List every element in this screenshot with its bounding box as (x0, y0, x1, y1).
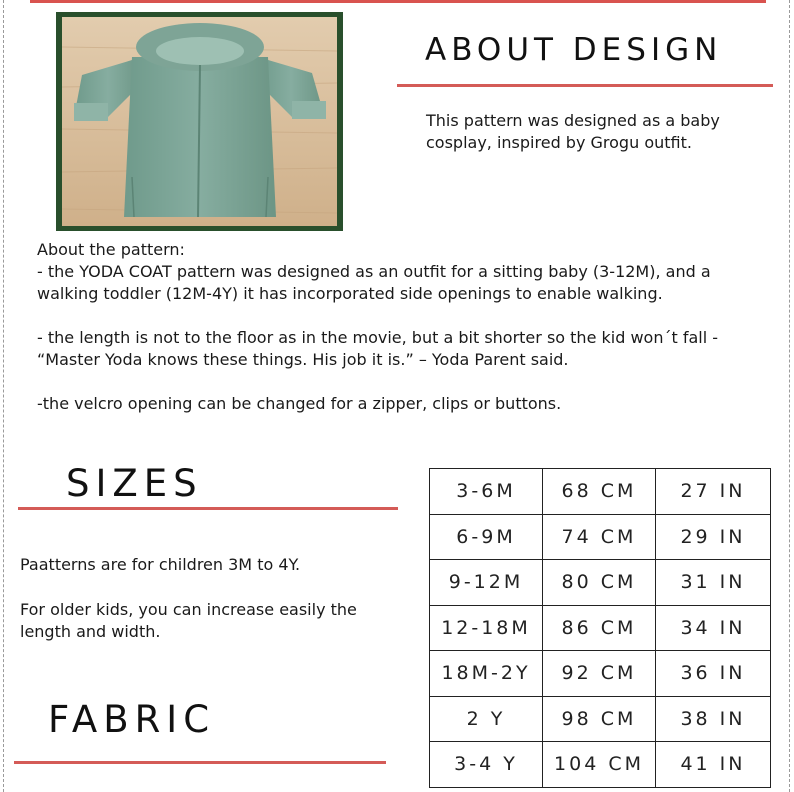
length-cm-cell: 74 CM (543, 514, 656, 560)
size-cell: 18M-2Y (430, 651, 543, 697)
page-border-right (789, 0, 790, 792)
length-in-cell: 38 IN (656, 696, 771, 742)
length-in-cell: 36 IN (656, 651, 771, 697)
table-row (430, 696, 771, 742)
about-design-text: This pattern was designed as a baby cosplay, inspired by Grogu outfit. (426, 111, 720, 152)
length-in-cell: 34 IN (656, 605, 771, 651)
length-in-cell: 29 IN (656, 514, 771, 560)
length-cm-cell: 92 CM (543, 651, 656, 697)
table-row (430, 742, 771, 788)
size-cell: 3-6M (430, 469, 543, 515)
coat-illustration (62, 17, 337, 226)
length-in-cell: 31 IN (656, 560, 771, 606)
about-design-heading: ABOUT DESIGN (425, 32, 723, 68)
sizes-heading: SIZES (66, 462, 203, 505)
fabric-heading: FABRIC (48, 698, 216, 741)
pattern-description (37, 239, 767, 415)
length-cm-cell: 104 CM (543, 742, 656, 788)
coat-photo-frame (56, 12, 343, 231)
pattern-bullet-1: - the YODA COAT pattern was designed as an outfit for a sitting baby (3-12M), and a walking toddler (12M-4Y) it has incorporated side openings to enable walking. (37, 262, 711, 303)
pattern-bullet-3: -the velcro opening can be changed for a zipper, clips or buttons. (37, 394, 562, 413)
sizes-note-older: For older kids, you can increase easily the length and width. (20, 600, 357, 641)
length-cm-cell: 86 CM (543, 605, 656, 651)
size-cell: 12-18M (430, 605, 543, 651)
length-cm-cell: 80 CM (543, 560, 656, 606)
size-cell: 9-12M (430, 560, 543, 606)
length-cm-cell: 98 CM (543, 696, 656, 742)
table-row (430, 514, 771, 560)
size-cell: 2 Y (430, 696, 543, 742)
size-cell: 6-9M (430, 514, 543, 560)
table-row (430, 605, 771, 651)
table-row (430, 651, 771, 697)
sizes-note-range: Paatterns are for children 3M to 4Y. (20, 555, 301, 574)
table-row (430, 560, 771, 606)
top-divider (30, 0, 766, 3)
pattern-intro: About the pattern: (37, 240, 185, 259)
coat-photo (62, 17, 337, 226)
sizes-divider (18, 507, 398, 510)
size-chart-table (429, 468, 771, 788)
table-row (430, 469, 771, 515)
length-in-cell: 27 IN (656, 469, 771, 515)
fabric-divider (14, 761, 386, 764)
size-cell: 3-4 Y (430, 742, 543, 788)
length-in-cell: 41 IN (656, 742, 771, 788)
about-divider (397, 84, 773, 87)
pattern-bullet-2: - the length is not to the floor as in the movie, but a bit shorter so the kid won´t fall - “Master Yoda knows these things. His job it is.” – Yoda Parent said. (37, 328, 719, 369)
page-border-left (3, 0, 4, 792)
length-cm-cell: 68 CM (543, 469, 656, 515)
